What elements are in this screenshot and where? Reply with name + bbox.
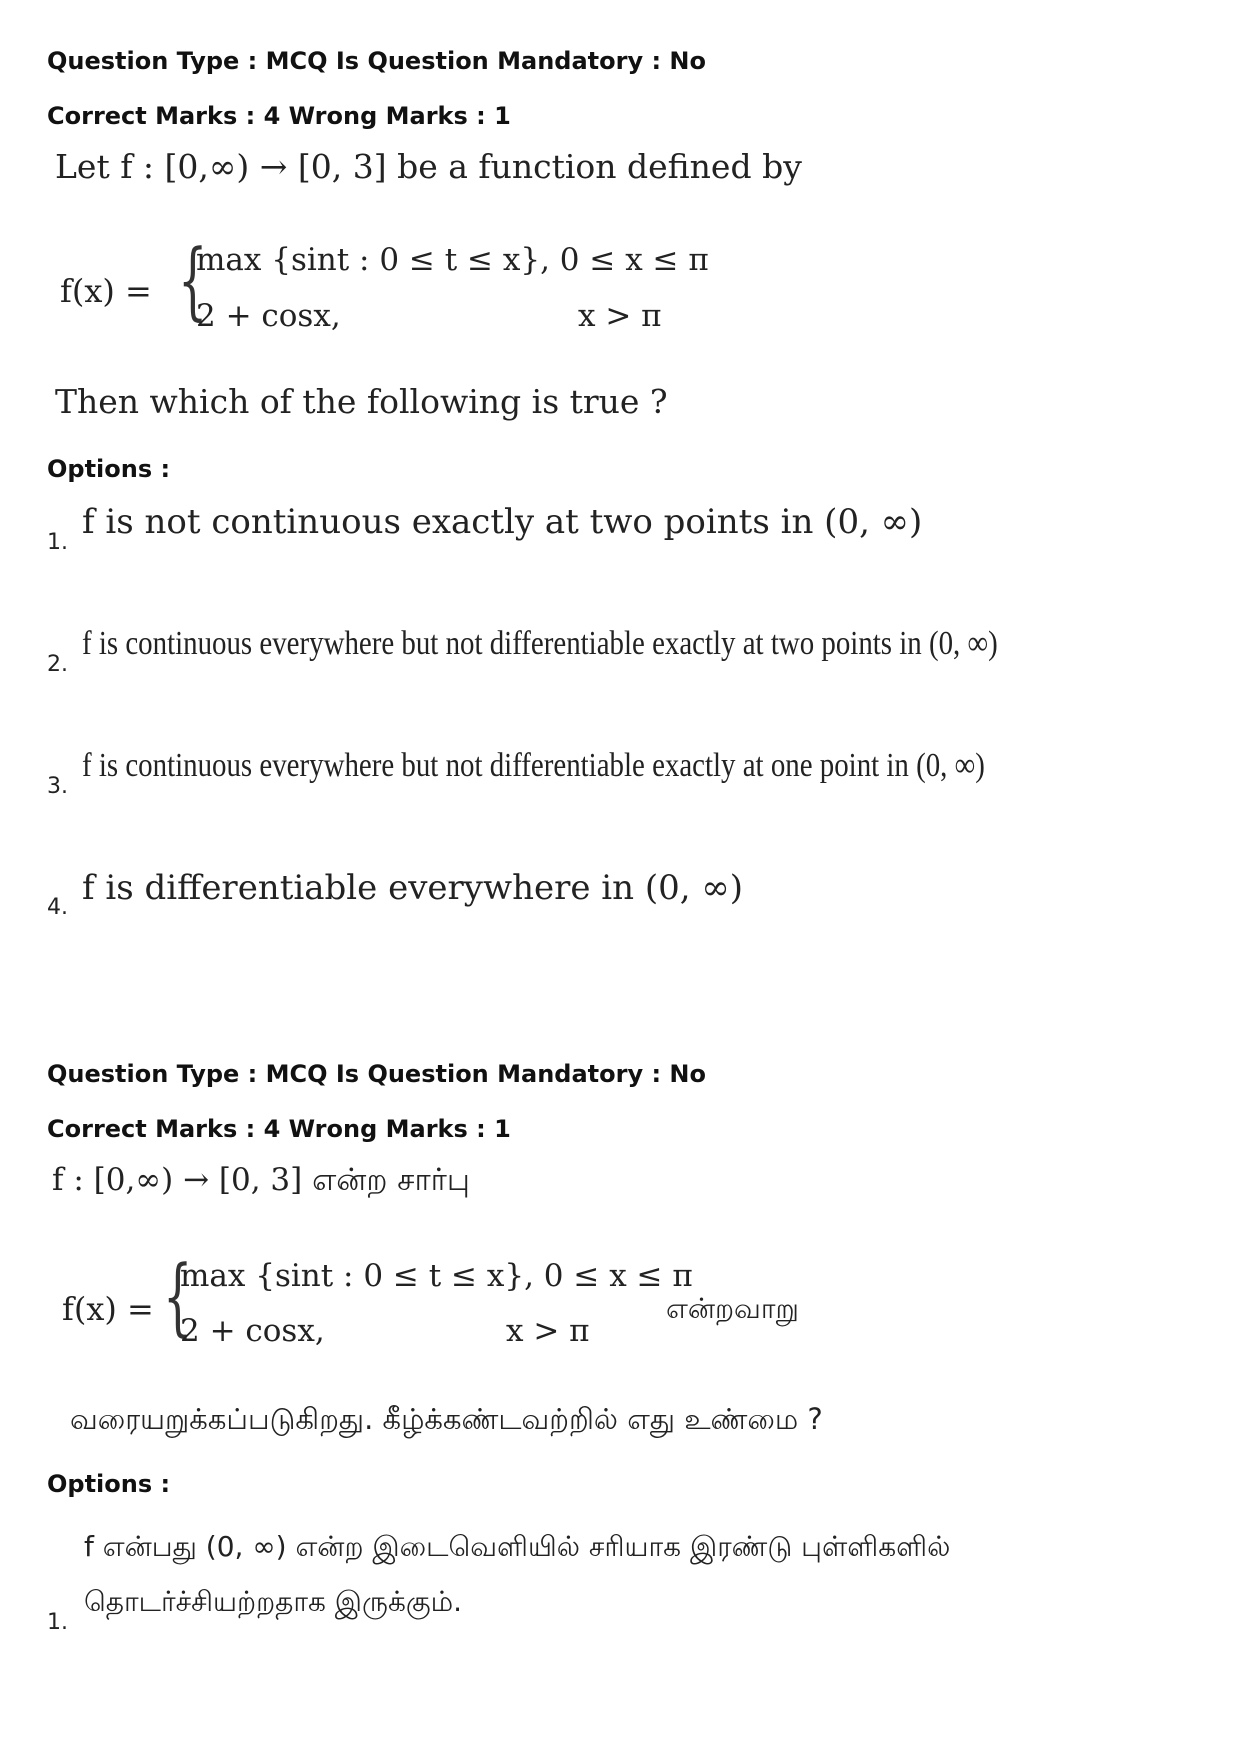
option-number: 4. — [47, 895, 68, 920]
option-number: 3. — [47, 774, 68, 799]
case-1-expression: max {sint : 0 ≤ t ≤ x}, 0 ≤ x ≤ π — [196, 242, 709, 278]
option-text: f is not continuous exactly at two points in (0, ∞) — [82, 502, 923, 542]
case-2-expression: 2 + cosx, — [180, 1313, 325, 1349]
case-2-condition: x > π — [578, 298, 662, 334]
function-label: f(x) = — [62, 1290, 154, 1328]
option-text-line-1: f என்பது (0, ∞) என்ற இடைவெளியில் சரியாக இரண்டு புள்ளிகளில் — [84, 1530, 951, 1563]
question-intro: Let f : [0,∞) → [0, 3] be a function defined by — [55, 147, 802, 186]
function-label: f(x) = — [60, 272, 152, 310]
option-number: 1. — [47, 530, 68, 555]
question-type-header: Question Type : MCQ Is Question Mandatory : No — [47, 1060, 706, 1088]
marks-header: Correct Marks : 4 Wrong Marks : 1 — [47, 102, 511, 130]
option-text: f is differentiable everywhere in (0, ∞) — [82, 868, 743, 908]
options-label: Options : — [47, 1470, 171, 1498]
question-type-header: Question Type : MCQ Is Question Mandatory : No — [47, 47, 706, 75]
left-brace: { — [163, 1247, 193, 1345]
option-text: f is continuous everywhere but not differentiable exactly at one point in (0, ∞) — [82, 747, 985, 784]
question-prompt: Then which of the following is true ? — [55, 382, 668, 421]
case-2-expression: 2 + cosx, — [196, 298, 341, 334]
option-number: 2. — [47, 652, 68, 677]
option-text-line-2: தொடர்ச்சியற்றதாக இருக்கும். — [84, 1585, 463, 1618]
options-label: Options : — [47, 455, 171, 483]
option-text: f is continuous everywhere but not differentiable exactly at two points in (0, ∞) — [82, 625, 998, 662]
option-number: 1. — [47, 1610, 68, 1635]
function-suffix: என்றவாறு — [666, 1292, 799, 1325]
case-2-condition: x > π — [506, 1313, 590, 1349]
question-prompt: வரையறுக்கப்படுகிறது. கீழ்க்கண்டவற்றில் எது உண்மை ? — [70, 1402, 823, 1436]
marks-header: Correct Marks : 4 Wrong Marks : 1 — [47, 1115, 511, 1143]
question-intro: f : [0,∞) → [0, 3] என்ற சார்பு — [52, 1162, 470, 1198]
left-brace: { — [178, 231, 208, 329]
case-1-expression: max {sint : 0 ≤ t ≤ x}, 0 ≤ x ≤ π — [180, 1258, 693, 1294]
